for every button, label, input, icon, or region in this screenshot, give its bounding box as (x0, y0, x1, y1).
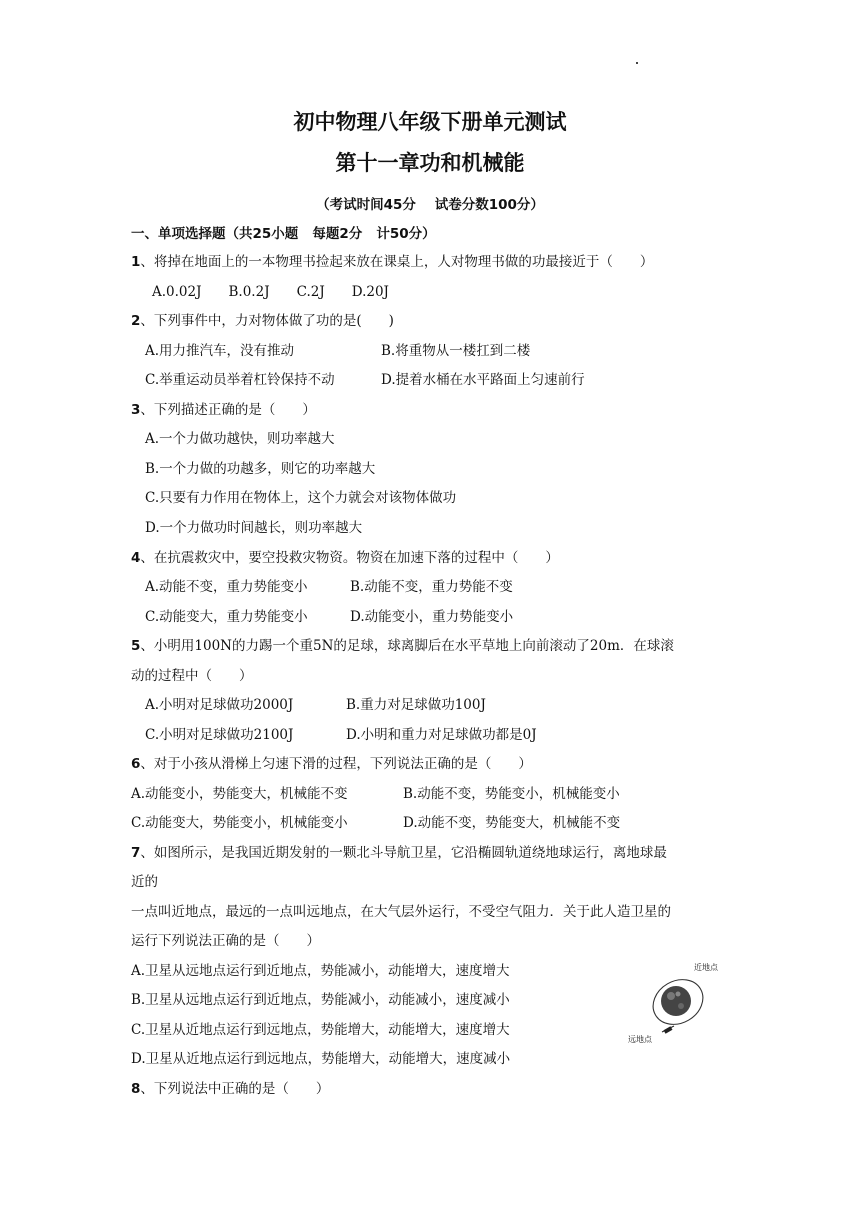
option-d: D.一个力做功时间越长，则功率越大 (145, 520, 363, 536)
option-c: C.卫星从近地点运行到远地点，势能增大，动能增大，速度增大 (131, 1022, 510, 1038)
question-text: 、在抗震救灾中，要空投救灾物资。物资在加速下落的过程中（ ） (140, 550, 559, 566)
question-number: 1 (131, 254, 141, 270)
question-5-stem (131, 637, 674, 655)
option-b: B.一个力做的功越多，则它的功率越大 (145, 461, 376, 477)
question-7-stem (131, 844, 667, 862)
question-number: 4 (131, 550, 141, 566)
far-point-label: 远地点 (628, 1035, 652, 1044)
option-b: B.重力对足球做功100J (346, 697, 486, 713)
question-2-stem (131, 312, 394, 330)
page-dot (636, 62, 638, 64)
option-a: A.用力推汽车，没有推动 (145, 343, 295, 359)
question-1-stem (131, 253, 653, 271)
near-point-label: 近地点 (694, 963, 718, 972)
question-text: 、将掉在地面上的一本物理书捡起来放在课桌上，人对物理书做的功最接近于（ ） (140, 254, 654, 270)
option-b: B.动能不变，重力势能不变 (350, 579, 513, 595)
question-number: 5 (131, 638, 141, 654)
option-d: D.动能变小，重力势能变小 (350, 609, 514, 625)
question-3-stem (131, 401, 316, 419)
option-c: C.举重运动员举着杠铃保持不动 (145, 372, 335, 388)
chapter-title: 第十一章功和机械能 (335, 151, 525, 175)
option-b: B.动能不变，势能变小，机械能变小 (403, 786, 620, 802)
earth-icon (661, 986, 691, 1016)
question-number: 7 (131, 845, 141, 861)
option-a: A.卫星从远地点运行到近地点，势能减小，动能增大，速度增大 (131, 963, 510, 979)
question-text: 、下列说法中正确的是（ ） (140, 1081, 330, 1097)
question-number: 8 (131, 1081, 141, 1097)
option-a: A.动能变小，势能变大，机械能不变 (131, 786, 348, 802)
question-5-stem-cont: 动的过程中（ ） (131, 668, 253, 684)
question-7-stem-cont: 运行下列说法正确的是（ ） (131, 933, 320, 949)
question-text: 、下列事件中，力对物体做了功的是( ) (140, 313, 394, 329)
page-title: 初中物理八年级下册单元测试 (293, 110, 567, 134)
exam-info: （考试时间45分 试卷分数100分） (316, 197, 544, 213)
option-a: A.动能不变，重力势能变小 (145, 579, 308, 595)
question-4-stem (131, 549, 559, 567)
option-c: C.动能变大，重力势能变小 (145, 609, 308, 625)
question-6-stem (131, 755, 532, 773)
question-7-stem-cont: 一点叫近地点，最远的一点叫远地点，在大气层外运行，不受空气阻力．关于此人造卫星的 (131, 904, 671, 920)
question-number: 3 (131, 402, 141, 418)
option-b: B.将重物从一楼扛到二楼 (381, 343, 531, 359)
question-number: 2 (131, 313, 141, 329)
option-a: A.小明对足球做功2000J (145, 697, 294, 713)
question-8-stem (131, 1080, 329, 1098)
question-text: 、对于小孩从滑梯上匀速下滑的过程，下列说法正确的是（ ） (140, 756, 532, 772)
question-text: 、小明用100N的力踢一个重5N的足球，球离脚后在水平草地上向前滚动了20m．在球滚 (140, 638, 674, 654)
question-text: 、下列描述正确的是（ ） (140, 402, 316, 418)
option-d: D.小明和重力对足球做功都是0J (346, 727, 537, 743)
option-a: A.一个力做功越快，则功率越大 (145, 431, 335, 447)
option-b: B.卫星从远地点运行到近地点，势能减小，动能减小，速度减小 (131, 992, 510, 1008)
option-c: C.小明对足球做功2100J (145, 727, 294, 743)
option-c: C.只要有力作用在物体上，这个力就会对该物体做功 (145, 490, 457, 506)
option-c: C.动能变大，势能变小，机械能变小 (131, 815, 348, 831)
question-1-options: A.0.02J B.0.2J C.2J D.20J (152, 284, 389, 300)
option-d: D.动能不变，势能变大，机械能不变 (403, 815, 621, 831)
question-7-stem-cont: 近的 (131, 874, 158, 890)
section-heading: 一、单项选择题（共25小题 每题2分 计50分） (131, 226, 436, 242)
satellite-orbit-figure (624, 958, 744, 1048)
question-text: 、如图所示，是我国近期发射的一颗北斗导航卫星，它沿椭圆轨道绕地球运行，离地球最 (140, 845, 667, 861)
option-d: D.卫星从近地点运行到远地点，势能增大，动能增大，速度减小 (131, 1051, 511, 1067)
option-d: D.提着水桶在水平路面上匀速前行 (381, 372, 585, 388)
question-number: 6 (131, 756, 141, 772)
